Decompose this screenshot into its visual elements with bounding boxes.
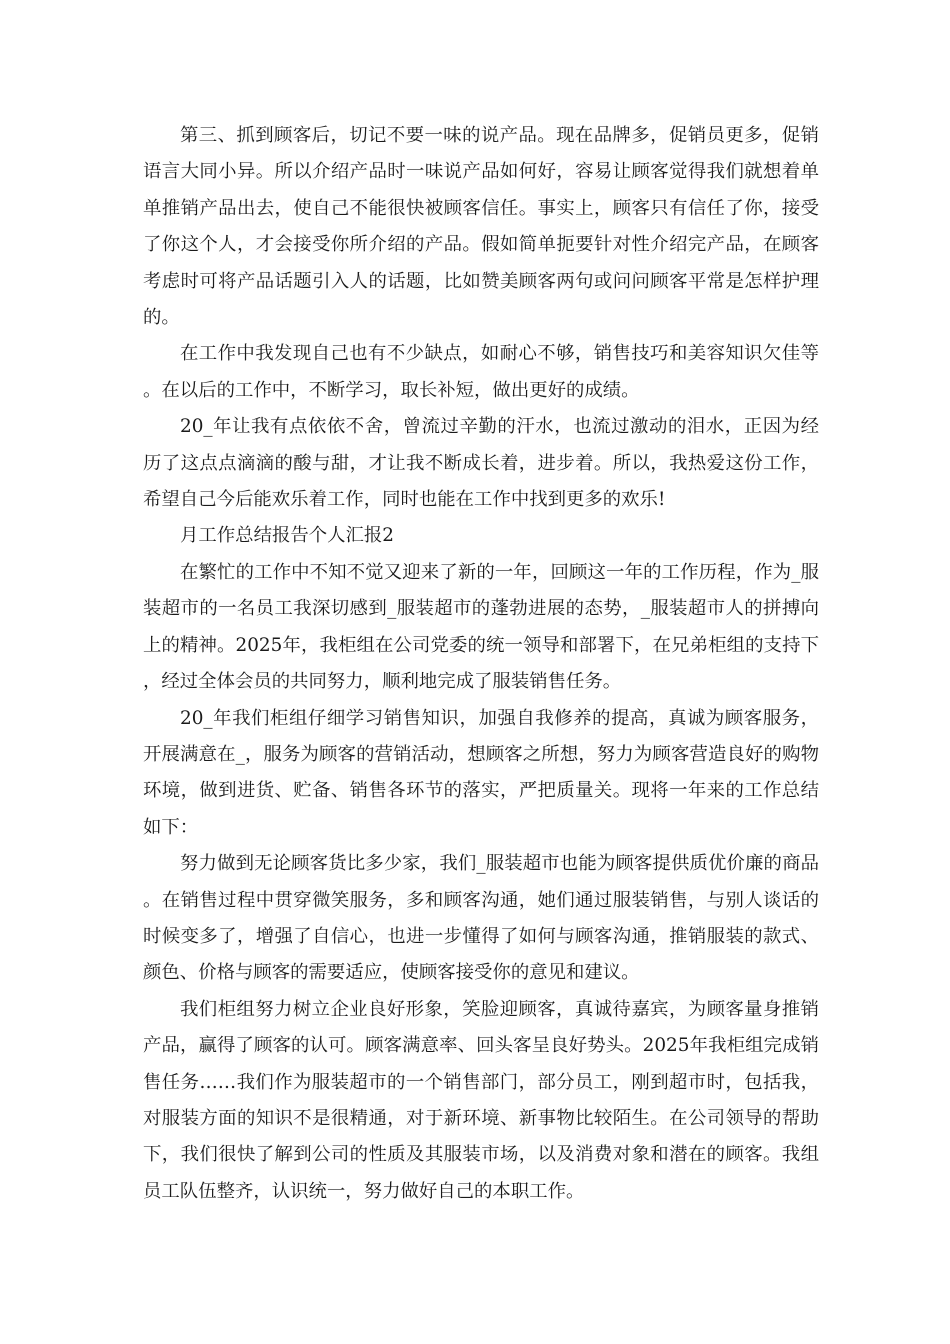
paragraph-6: 努力做到无论顾客货比多少家，我们_服装超市也能为顾客提供质优价廉的商品。在销售过程中贯穿微笑服务，多和顾客沟通，她们通过服装销售，与别人谈话的时候变多了，增强了自信心，也进一步懂得了如何与顾客沟通，推销服装的款式、颜色、价格与顾客的需要适应，使顾客接受你的意见和建议。: [143, 853, 819, 984]
paragraph-2: 在工作中我发现自己也有不少缺点，如耐心不够，销售技巧和美容知识欠佳等。在以后的工作中，不断学习，取长补短，做出更好的成绩。: [143, 343, 819, 401]
paragraph-3: 20_年让我有点依依不舍，曾流过辛勤的汗水，也流过激动的泪水，正因为经历了这点点滴滴的酸与甜，才让我不断成长着，进步着。所以，我热爱这份工作，希望自己今后能欢乐着工作，同时也能在工作中找到更多的欢乐!: [143, 416, 819, 511]
document-body: [143, 118, 819, 1210]
paragraph-4: 在繁忙的工作中不知不觉又迎来了新的一年，回顾这一年的工作历程，作为_服装超市的一名员工我深切感到_服装超市的蓬勃进展的态势，_服装超市人的拼搏向上的精神。2025年，我柜组在公司党委的统一领导和部署下，在兄弟柜组的支持下，经过全体会员的共同努力，顺利地完成了服装销售任务。: [143, 561, 819, 693]
section-heading: 月工作总结报告个人汇报2: [180, 525, 394, 547]
paragraph-1: 第三、抓到顾客后，切记不要一味的说产品。现在品牌多，促销员更多，促销语言大同小异。所以介绍产品时一味说产品如何好，容易让顾客觉得我们就想着单单推销产品出去，使自己不能很快被顾客信任。事实上，顾客只有信任了你，接受了你这个人，才会接受你所介绍的产品。假如简单扼要针对性介绍完产品，在顾客考虑时可将产品话题引入人的话题，比如赞美顾客两句或问问顾客平常是怎样护理的。: [143, 125, 819, 329]
paragraph-7: 我们柜组努力树立企业良好形象，笑脸迎顾客，真诚待嘉宾，为顾客量身推销产品，赢得了顾客的认可。顾客满意率、回头客呈良好势头。2025年我柜组完成销售任务……我们作为服装超市的一个销售部门，部分员工，刚到超市时，包括我，对服装方面的知识不是很精通，对于新环境、新事物比较陌生。在公司领导的帮助下，我们很快了解到公司的性质及其服装市场，以及消费对象和潜在的顾客。我组员工队伍整齐，认识统一，努力做好自己的本职工作。: [143, 998, 819, 1202]
paragraph-5: 20_年我们柜组仔细学习销售知识，加强自我修养的提高，真诚为顾客服务，开展满意在_，服务为顾客的营销活动，想顾客之所想，努力为顾客营造良好的购物环境，做到进货、贮备、销售各环节的落实，严把质量关。现将一年来的工作总结如下：: [143, 707, 819, 838]
